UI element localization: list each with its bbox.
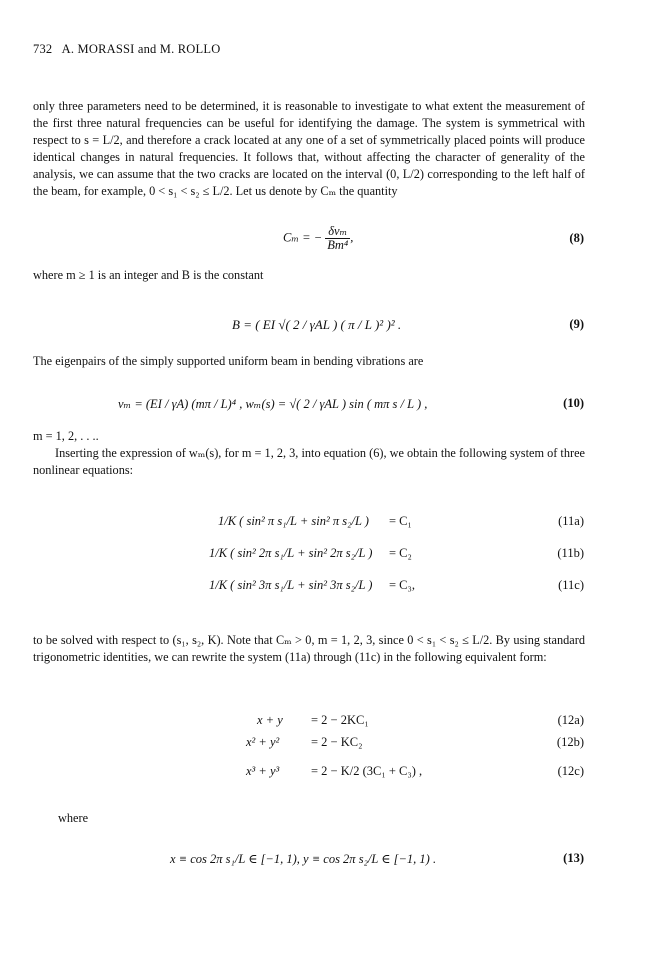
equation-12a — [0, 713, 656, 733]
equation-12c — [0, 764, 656, 784]
equation-9 — [0, 317, 656, 337]
eq12b-rhs: = 2 − KC₂ — [311, 735, 363, 749]
eq8-numerator: δνₘ — [325, 225, 350, 239]
eq11a-label: (11a) — [558, 514, 584, 528]
paragraph-2: where m ≥ 1 is an integer and B is the constant — [33, 268, 264, 282]
paragraph-5: Inserting the expression of wₘ(s), for m = 1, 2, 3, into equation (6), we obtain the following system of three nonlinear equations: — [33, 446, 585, 477]
eq8-lhs: Cₘ = − — [283, 230, 323, 245]
eq11b-label: (11b) — [557, 546, 584, 560]
paragraph-1: only three parameters need to be determined, it is reasonable to investigate to what extent the measurement of the first three natural frequencies can be useful for identifying the damage. The system is symmetrical with respect to s = L/2, and therefore a crack located at any one of a set of symmetrically placed points will produce identical changes in natural frequencies. It follows that, without affecting the character of generality of the analysis, we can assume that the two cracks are located on the interval (0, L/2) corresponding to the left half of the beam, for example, 0 < s₁ < s₂ ≤ L/2. Let us denote by Cₘ the quantity — [33, 99, 585, 198]
eq12b-label: (12b) — [556, 735, 584, 749]
eq11c-rhs: = C₃, — [389, 578, 415, 592]
authors: A. MORASSI and M. ROLLO — [61, 42, 221, 56]
eq8-denominator: Bm⁴ — [327, 238, 349, 252]
paragraph-6: to be solved with respect to (s₁, s₂, K). Note that Cₘ > 0, m = 1, 2, 3, since 0 < s₁ < s₂ ≤ L/2. By using standard trigonometric identities, we can rewrite the system (11a) through (11c) in the following equivalent form: — [33, 633, 585, 664]
eq11c-lhs: 1/K ( sin² 3π s₁/L + sin² 3π s₂/L ) — [209, 578, 373, 592]
eq8-fraction — [325, 225, 350, 252]
paragraph-3: The eigenpairs of the simply supported uniform beam in bending vibrations are — [33, 354, 424, 368]
eq11b-lhs: 1/K ( sin² 2π s₁/L + sin² 2π s₂/L ) — [209, 546, 373, 560]
eq12b-lhs: x² + y² — [246, 735, 280, 749]
paragraph-4: m = 1, 2, . . .. — [33, 429, 99, 443]
eq12a-label: (12a) — [557, 713, 584, 727]
eq12a-rhs: = 2 − 2KC₁ — [311, 713, 369, 727]
eq12c-label: (12c) — [557, 764, 584, 778]
eq12c-rhs: = 2 − K/2 (3C₁ + C₃) , — [311, 764, 423, 778]
eq8-tail: , — [350, 230, 354, 245]
equation-11a — [0, 514, 656, 534]
equation-8 — [0, 224, 656, 252]
eq9-expression: B = ( EI √( 2 / γAL ) ( π / L )² )² . — [232, 317, 402, 332]
eq11a-rhs: = C₁ — [389, 514, 412, 528]
eq9-label: (9) — [569, 317, 584, 331]
eq12c-lhs: x³ + y³ — [246, 764, 280, 778]
page-number: 732 — [33, 42, 53, 56]
eq11b-rhs: = C₂ — [389, 546, 412, 560]
running-header — [33, 42, 220, 57]
equation-13 — [0, 851, 656, 871]
eq10-label: (10) — [563, 396, 584, 410]
eq13-label: (13) — [563, 851, 584, 865]
equation-11c — [0, 578, 656, 598]
eq10-expression: νₘ = (EI / γA) (mπ / L)⁴ , wₘ(s) = √( 2 / γAL ) sin ( mπ s / L ) , — [118, 397, 428, 411]
eq8-label: (8) — [569, 231, 584, 245]
paragraph-7: where — [58, 811, 89, 825]
equation-10 — [0, 396, 656, 416]
eq11c-label: (11c) — [558, 578, 584, 592]
equation-11b — [0, 546, 656, 566]
eq12a-lhs: x + y — [257, 713, 283, 727]
equation-12b — [0, 735, 656, 755]
eq11a-lhs: 1/K ( sin² π s₁/L + sin² π s₂/L ) — [218, 514, 369, 528]
eq13-expression: x ≡ cos 2π s₁/L ∈ [−1, 1), y ≡ cos 2π s₂/L ∈ [−1, 1) . — [170, 852, 437, 866]
